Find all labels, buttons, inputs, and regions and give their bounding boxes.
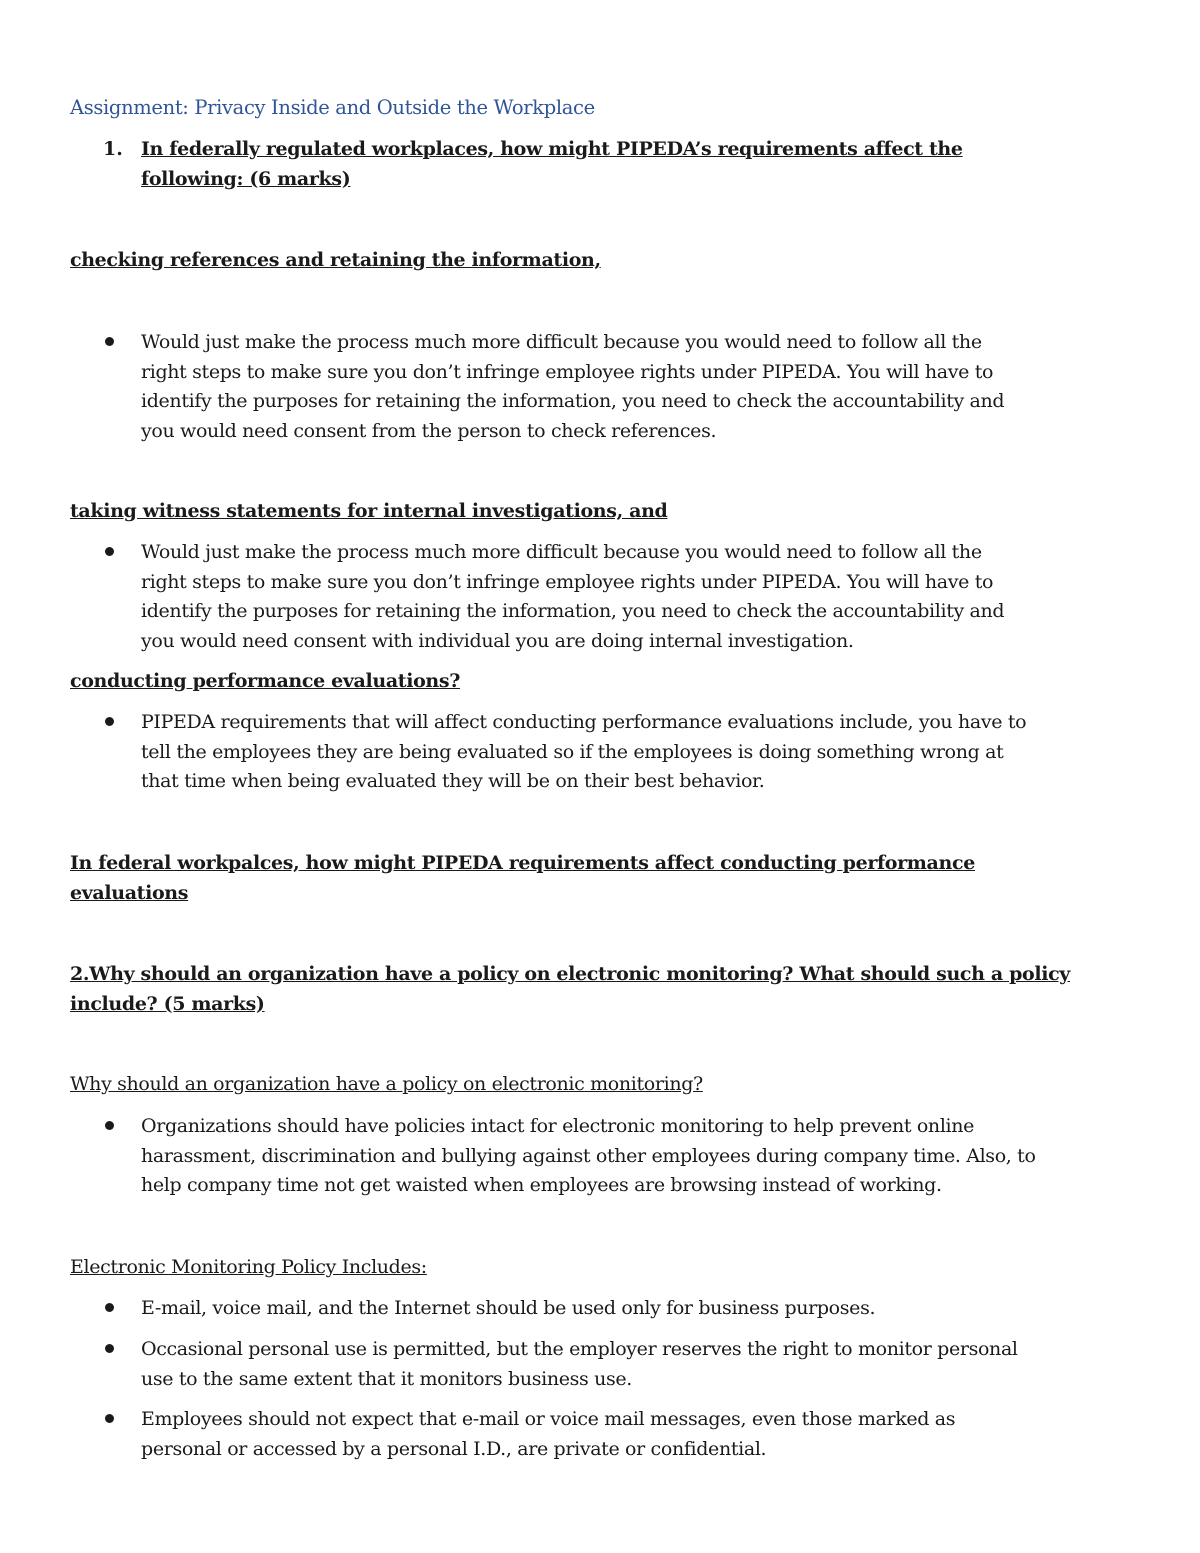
answer-witness-statements: [141, 538, 1051, 656]
bullet-icon: [105, 1303, 114, 1312]
paragraph-line: PIPEDA requirements that will affect conducting performance evaluations include, you have to: [141, 711, 1027, 733]
heading-performance-evaluations: conducting performance evaluations?: [70, 670, 461, 692]
policy-item: [141, 1335, 1051, 1394]
heading-witness-statements: taking witness statements for internal investigations, and: [70, 500, 668, 522]
question-1-line: following: (6 marks): [141, 167, 351, 190]
paragraph-line: that time when being evaluated they will be on their best behavior.: [141, 770, 765, 792]
paragraph-line: Occasional personal use is permitted, but the employer reserves the right to monitor personal: [141, 1338, 1018, 1360]
question-2-line: 2.Why should an organization have a policy on electronic monitoring? What should such a policy: [70, 963, 1070, 985]
paragraph-line: Employees should not expect that e-mail or voice mail messages, even those marked as: [141, 1408, 956, 1430]
answer-checking-references: [141, 328, 1051, 446]
paragraph-line: you would need consent with individual you are doing internal investigation.: [141, 629, 854, 652]
heading-line: evaluations: [70, 881, 189, 904]
paragraph-line: you would need consent from the person to check references.: [141, 419, 717, 442]
bullet-icon: [105, 1344, 114, 1353]
bullet-icon: [105, 337, 114, 346]
bullet-icon: [105, 717, 114, 726]
heading-checking-references: checking references and retaining the information,: [70, 249, 601, 271]
heading-why-policy: Why should an organization have a policy on electronic monitoring?: [70, 1073, 703, 1095]
heading-federal-workplaces: [70, 849, 975, 908]
bullet-icon: [105, 547, 114, 556]
paragraph-line: harassment, discrimination and bullying against other employees during company time. Also, to: [141, 1144, 1036, 1167]
policy-item: [141, 1405, 1051, 1464]
paragraph-line: personal or accessed by a personal I.D., are private or confidential.: [141, 1437, 767, 1460]
heading-line: In federal workpalces, how might PIPEDA requirements affect conducting performance: [70, 852, 975, 874]
answer-performance-evaluations: [141, 708, 1051, 797]
policy-item: [141, 1294, 1051, 1324]
document-title: Assignment: Privacy Inside and Outside the Workplace: [70, 96, 595, 119]
paragraph-line: E-mail, voice mail, and the Internet should be used only for business purposes.: [141, 1297, 876, 1319]
paragraph-line: help company time not get waisted when employees are browsing instead of working.: [141, 1174, 942, 1196]
paragraph-line: identify the purposes for retaining the information, you need to check the accountability and: [141, 600, 1005, 622]
question-2-line: include? (5 marks): [70, 992, 265, 1015]
paragraph-line: Would just make the process much more difficult because you would need to follow all the: [141, 541, 982, 563]
paragraph-line: right steps to make sure you don’t infringe employee rights under PIPEDA. You will have to: [141, 360, 994, 383]
question-1-text: [141, 135, 1051, 194]
bullet-icon: [105, 1414, 114, 1423]
question-1-line: In federally regulated workplaces, how might PIPEDA’s requirements affect the: [141, 138, 963, 160]
answer-why-policy: [141, 1112, 1051, 1201]
paragraph-line: Organizations should have policies intact for electronic monitoring to help prevent online: [141, 1115, 975, 1137]
question-2-text: [70, 960, 1070, 1019]
paragraph-line: use to the same extent that it monitors business use.: [141, 1367, 632, 1390]
paragraph-line: Would just make the process much more difficult because you would need to follow all the: [141, 331, 982, 353]
paragraph-line: tell the employees they are being evaluated so if the employees is doing something wrong at: [141, 740, 1004, 763]
bullet-icon: [105, 1121, 114, 1130]
paragraph-line: right steps to make sure you don’t infringe employee rights under PIPEDA. You will have to: [141, 570, 994, 593]
paragraph-line: identify the purposes for retaining the information, you need to check the accountability and: [141, 390, 1005, 412]
question-1-number: 1.: [103, 138, 123, 160]
heading-policy-includes: Electronic Monitoring Policy Includes:: [70, 1256, 427, 1278]
